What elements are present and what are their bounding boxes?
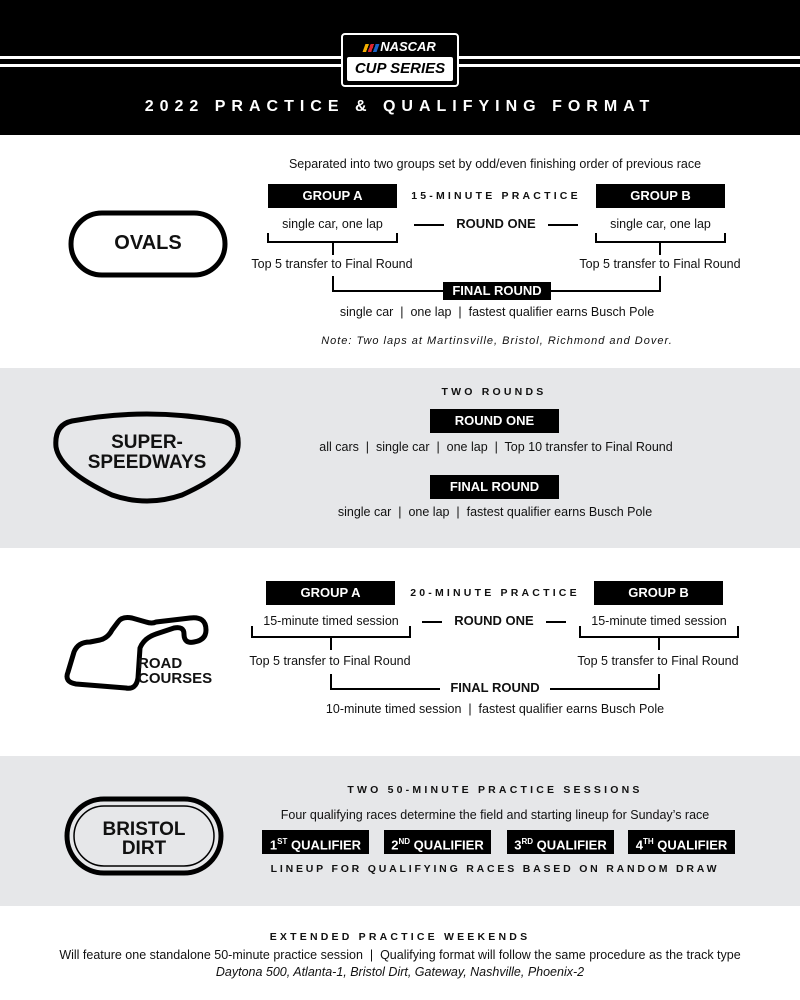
road-courses-round-one: ROUND ONE bbox=[454, 613, 534, 628]
road-courses-right-detail: 15-minute timed session bbox=[591, 614, 727, 628]
road-courses-right-transfer: Top 5 transfer to Final Round bbox=[577, 654, 739, 668]
bristol-dirt-lineup-note: LINEUP FOR QUALIFYING RACES BASED ON RANDOM DRAW bbox=[270, 863, 720, 875]
ovals-right-transfer: Top 5 transfer to Final Round bbox=[579, 257, 741, 271]
road-courses-label-line2: COURSES bbox=[138, 670, 213, 687]
ovals-final-detail: single car | one lap | fastest qualifier earns Busch Pole bbox=[339, 305, 655, 319]
ovals-final-round: FINAL ROUND bbox=[443, 282, 551, 300]
ovals-left-transfer: Top 5 transfer to Final Round bbox=[251, 257, 413, 271]
ovals-section bbox=[0, 135, 800, 368]
ovals-right-detail: single car, one lap bbox=[610, 217, 711, 231]
extended-title: EXTENDED PRACTICE WEEKENDS bbox=[269, 931, 531, 943]
ovals-practice: 15-MINUTE PRACTICE bbox=[411, 190, 581, 202]
ovals-group-b: GROUP B bbox=[596, 184, 725, 208]
extended-practice-section bbox=[0, 906, 800, 1000]
superspeedways-label-line1: SUPER- bbox=[111, 432, 183, 453]
road-courses-left-transfer: Top 5 transfer to Final Round bbox=[249, 654, 411, 668]
ovals-round-one: ROUND ONE bbox=[456, 216, 536, 231]
road-courses-left-detail: 15-minute timed session bbox=[263, 614, 399, 628]
road-courses-final-round: FINAL ROUND bbox=[450, 680, 540, 695]
road-courses-group-b: GROUP B bbox=[594, 581, 723, 605]
superspeedways-round-one-detail: all cars | single car | one lap | Top 10 transfer to Final Round bbox=[319, 440, 673, 454]
nascar-bars-icon bbox=[363, 44, 380, 52]
road-courses-final-detail: 10-minute timed session | fastest qualifier earns Busch Pole bbox=[325, 702, 665, 716]
road-courses-practice: 20-MINUTE PRACTICE bbox=[410, 587, 580, 599]
bristol-dirt-intro: Four qualifying races determine the field and starting lineup for Sunday’s race bbox=[280, 808, 710, 822]
ovals-note: Note: Two laps at Martinsville, Bristol, Richmond and Dover. bbox=[321, 335, 673, 347]
bristol-dirt-label-line2: DIRT bbox=[121, 838, 167, 859]
superspeedways-label-line2: SPEEDWAYS bbox=[87, 452, 207, 473]
ovals-label: OVALS bbox=[114, 232, 182, 254]
superspeedways-section bbox=[0, 368, 800, 548]
nascar-cup-series-logo bbox=[341, 33, 459, 87]
extended-tracks: Daytona 500, Atlanta-1, Bristol Dirt, Gateway, Nashville, Phoenix-2 bbox=[215, 965, 585, 979]
ovals-intro: Separated into two groups set by odd/even finishing order of previous race bbox=[288, 157, 702, 171]
superspeedways-final-round: FINAL ROUND bbox=[430, 475, 559, 499]
qualifier-2-badge: 2ND QUALIFIER bbox=[384, 830, 491, 854]
bristol-dirt-practice-title: TWO 50-MINUTE PRACTICE SESSIONS bbox=[347, 784, 643, 796]
bristol-dirt-section bbox=[0, 756, 800, 906]
bristol-dirt-label-line1: BRISTOL bbox=[102, 819, 186, 840]
road-courses-section bbox=[0, 548, 800, 756]
page-title: 2022 PRACTICE & QUALIFYING FORMAT bbox=[144, 98, 656, 115]
ovals-left-detail: single car, one lap bbox=[282, 217, 383, 231]
ovals-group-a: GROUP A bbox=[268, 184, 397, 208]
qualifier-3-badge: 3RD QUALIFIER bbox=[507, 830, 614, 854]
superspeedways-round-one: ROUND ONE bbox=[430, 409, 559, 433]
road-courses-group-a: GROUP A bbox=[266, 581, 395, 605]
header-banner bbox=[0, 0, 800, 135]
superspeedways-rounds-title: TWO ROUNDS bbox=[441, 386, 547, 398]
logo-bottom-text: CUP SERIES bbox=[347, 57, 453, 81]
qualifier-4-badge: 4TH QUALIFIER bbox=[628, 830, 735, 854]
qualifier-1-badge: 1ST QUALIFIER bbox=[262, 830, 369, 854]
logo-top-text: NASCAR bbox=[380, 39, 436, 54]
road-courses-label-line1: ROAD bbox=[138, 655, 183, 672]
superspeedways-final-detail: single car | one lap | fastest qualifier earns Busch Pole bbox=[337, 505, 653, 519]
extended-detail: Will feature one standalone 50-minute practice session | Qualifying format will follow the same procedure as the track type bbox=[59, 948, 741, 962]
